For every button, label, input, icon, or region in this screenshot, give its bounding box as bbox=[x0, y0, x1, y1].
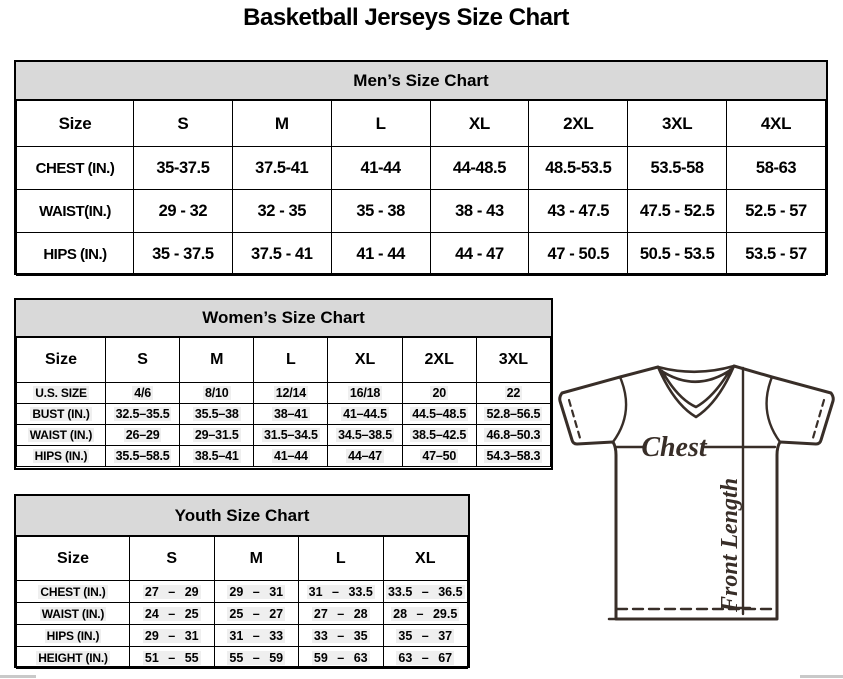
horizontal-scrollbar-right[interactable] bbox=[800, 675, 843, 678]
size-value: 29–31.5 bbox=[194, 428, 239, 442]
size-column-header: S bbox=[106, 338, 180, 383]
size-cell bbox=[106, 383, 180, 404]
size-cell bbox=[383, 603, 468, 625]
size-value: 53.5 - 57 bbox=[745, 244, 807, 263]
size-value: 44.5–48.5 bbox=[412, 407, 467, 421]
table-row bbox=[17, 425, 551, 446]
size-value: 12/14 bbox=[275, 386, 307, 400]
size-cell bbox=[328, 404, 402, 425]
size-value: 31 – 33 bbox=[229, 628, 284, 643]
table-row bbox=[17, 404, 551, 425]
size-value: 53.5-58 bbox=[650, 158, 704, 177]
size-value: 41–44.5 bbox=[343, 407, 387, 421]
size-column-header: 4XL bbox=[727, 101, 826, 147]
size-cell bbox=[430, 190, 529, 233]
size-cell bbox=[254, 446, 328, 467]
size-value: 4/6 bbox=[134, 386, 151, 400]
row-label bbox=[17, 233, 134, 276]
size-corner-header: Size bbox=[17, 537, 130, 581]
size-column-header: 3XL bbox=[476, 338, 550, 383]
size-value: 34.5–38.5 bbox=[338, 428, 392, 442]
size-column-header: L bbox=[331, 101, 430, 147]
size-value: 26–29 bbox=[125, 428, 160, 442]
womens-chart-header: Women’s Size Chart bbox=[16, 300, 551, 337]
size-cell bbox=[130, 625, 215, 647]
size-value: 33 – 35 bbox=[313, 628, 368, 643]
jersey-collar bbox=[658, 366, 734, 417]
size-cell bbox=[180, 446, 254, 467]
size-cell bbox=[130, 647, 215, 669]
size-value: 33.5 – 36.5 bbox=[387, 584, 463, 599]
size-value: 16/18 bbox=[349, 386, 381, 400]
size-value: 27 – 29 bbox=[144, 584, 199, 599]
row-label-text: HIPS (IN.) bbox=[43, 245, 107, 263]
size-cell bbox=[299, 603, 384, 625]
size-cell bbox=[402, 446, 476, 467]
size-value: 37.5 - 41 bbox=[251, 244, 313, 263]
size-value: 58-63 bbox=[755, 158, 797, 177]
womens-size-table bbox=[16, 337, 551, 467]
row-label-text: WAIST (IN.) bbox=[29, 428, 93, 442]
table-row bbox=[17, 647, 468, 669]
size-value: 29 – 31 bbox=[229, 584, 284, 599]
size-column-header: M bbox=[180, 338, 254, 383]
size-cell bbox=[106, 404, 180, 425]
row-label bbox=[17, 147, 134, 190]
size-column-header: XL bbox=[328, 338, 402, 383]
size-cell bbox=[331, 190, 430, 233]
row-label bbox=[17, 603, 130, 625]
size-cell bbox=[328, 425, 402, 446]
size-value: 8/10 bbox=[204, 386, 229, 400]
size-cell bbox=[214, 625, 299, 647]
sleeve-seam-right bbox=[767, 377, 780, 442]
size-cell bbox=[299, 625, 384, 647]
size-cell bbox=[402, 404, 476, 425]
size-column-header: S bbox=[134, 101, 233, 147]
size-value: 47–50 bbox=[422, 449, 457, 463]
size-cell bbox=[232, 233, 331, 276]
size-cell bbox=[299, 647, 384, 669]
size-cell bbox=[214, 603, 299, 625]
size-cell bbox=[727, 233, 826, 276]
size-value: 41 - 44 bbox=[356, 244, 405, 263]
row-label-text: CHEST (IN.) bbox=[35, 159, 115, 177]
size-value: 31 – 33.5 bbox=[308, 584, 373, 599]
size-cell bbox=[254, 383, 328, 404]
size-cell bbox=[130, 603, 215, 625]
row-label bbox=[17, 625, 130, 647]
table-row bbox=[17, 190, 826, 233]
mens-chart-header: Men’s Size Chart bbox=[16, 62, 826, 100]
size-value: 35 - 37.5 bbox=[152, 244, 214, 263]
size-value: 41–44 bbox=[274, 449, 308, 463]
size-cell bbox=[299, 581, 384, 603]
size-cell bbox=[430, 233, 529, 276]
sleeve-seam-left bbox=[613, 377, 626, 442]
size-cell bbox=[130, 581, 215, 603]
row-label bbox=[17, 404, 106, 425]
size-value: 29 - 32 bbox=[158, 201, 208, 220]
row-label bbox=[17, 190, 134, 233]
size-value: 20 bbox=[432, 386, 446, 400]
size-value: 48.5-53.5 bbox=[545, 158, 612, 177]
row-label-text: CHEST (IN.) bbox=[40, 584, 106, 599]
size-value: 55 – 59 bbox=[229, 650, 284, 665]
size-value: 25 – 27 bbox=[229, 606, 284, 621]
size-cell bbox=[383, 647, 468, 669]
table-row bbox=[17, 446, 551, 467]
size-value: 52.5 - 57 bbox=[745, 201, 807, 220]
size-cell bbox=[134, 147, 233, 190]
size-cell bbox=[430, 147, 529, 190]
row-label-text: BUST (IN.) bbox=[32, 407, 90, 421]
size-cell bbox=[476, 404, 550, 425]
size-cell bbox=[402, 383, 476, 404]
size-column-header: 2XL bbox=[402, 338, 476, 383]
size-column-header: L bbox=[254, 338, 328, 383]
size-value: 44 - 47 bbox=[455, 244, 504, 263]
table-row bbox=[17, 147, 826, 190]
size-cell bbox=[180, 404, 254, 425]
size-cell bbox=[529, 190, 628, 233]
size-value: 47.5 - 52.5 bbox=[639, 201, 715, 220]
size-column-header: XL bbox=[430, 101, 529, 147]
size-value: 44-48.5 bbox=[452, 158, 507, 177]
size-column-header: L bbox=[299, 537, 384, 581]
row-label bbox=[17, 383, 106, 404]
chest-label: Chest bbox=[641, 432, 707, 463]
table-row bbox=[17, 625, 468, 647]
size-value: 32.5–35.5 bbox=[115, 407, 170, 421]
size-cell bbox=[727, 190, 826, 233]
size-cell bbox=[254, 425, 328, 446]
size-cell bbox=[383, 581, 468, 603]
size-value: 27 – 28 bbox=[313, 606, 368, 621]
size-cell bbox=[328, 446, 402, 467]
size-value: 41-44 bbox=[360, 158, 401, 177]
size-cell bbox=[214, 581, 299, 603]
size-column-header: M bbox=[214, 537, 299, 581]
size-cell bbox=[232, 190, 331, 233]
size-value: 44–47 bbox=[348, 449, 382, 463]
column-header-row bbox=[17, 338, 551, 383]
size-cell bbox=[331, 233, 430, 276]
size-value: 35.5–58.5 bbox=[115, 449, 170, 463]
size-value: 24 – 25 bbox=[144, 606, 199, 621]
row-label-text: HIPS (IN.) bbox=[46, 628, 100, 643]
size-value: 35 - 38 bbox=[356, 201, 405, 220]
size-cell bbox=[628, 233, 727, 276]
mens-size-chart bbox=[14, 60, 828, 275]
size-value: 29 – 31 bbox=[144, 628, 199, 643]
size-value: 51 – 55 bbox=[144, 650, 199, 665]
size-cell bbox=[529, 147, 628, 190]
size-value: 46.8–50.3 bbox=[486, 428, 541, 442]
horizontal-scrollbar-left[interactable] bbox=[0, 675, 36, 678]
size-cell bbox=[628, 147, 727, 190]
size-cell bbox=[180, 425, 254, 446]
size-value: 43 - 47.5 bbox=[547, 201, 610, 220]
row-label bbox=[17, 446, 106, 467]
size-value: 22 bbox=[506, 386, 521, 400]
size-value: 63 – 67 bbox=[398, 650, 453, 665]
jersey-measurement-diagram bbox=[556, 356, 842, 628]
size-column-header: S bbox=[130, 537, 215, 581]
row-label-text: WAIST (IN.) bbox=[41, 606, 105, 621]
row-label-text: HIPS (IN.) bbox=[34, 449, 88, 463]
row-label-text: HEIGHT (IN.) bbox=[38, 650, 108, 665]
size-cell bbox=[232, 147, 331, 190]
size-value: 47 - 50.5 bbox=[547, 244, 610, 263]
column-header-row bbox=[17, 101, 826, 147]
size-value: 38 - 43 bbox=[455, 201, 504, 220]
front-length-label: Front Length bbox=[717, 477, 743, 612]
row-label-text: WAIST(IN.) bbox=[39, 202, 111, 220]
size-cell bbox=[727, 147, 826, 190]
size-value: 32 - 35 bbox=[257, 201, 307, 220]
size-value: 38.5–42.5 bbox=[412, 428, 467, 442]
row-label-text: U.S. SIZE bbox=[35, 386, 87, 400]
size-value: 35.5–38 bbox=[194, 407, 239, 421]
size-value: 59 – 63 bbox=[313, 650, 368, 665]
size-value: 38–41 bbox=[274, 407, 308, 421]
size-column-header: 3XL bbox=[628, 101, 727, 147]
size-value: 50.5 - 53.5 bbox=[639, 244, 715, 263]
size-value: 35-37.5 bbox=[156, 158, 210, 177]
size-cell bbox=[402, 425, 476, 446]
mens-size-table bbox=[16, 100, 826, 276]
size-cell bbox=[106, 446, 180, 467]
row-label bbox=[17, 425, 106, 446]
size-column-header: 2XL bbox=[529, 101, 628, 147]
size-cell bbox=[628, 190, 727, 233]
table-row bbox=[17, 581, 468, 603]
womens-size-chart bbox=[14, 298, 553, 470]
size-cell bbox=[529, 233, 628, 276]
size-value: 37.5-41 bbox=[255, 158, 309, 177]
size-value: 28 – 29.5 bbox=[393, 606, 458, 621]
size-value: 54.3–58.3 bbox=[486, 449, 541, 463]
column-header-row bbox=[17, 537, 468, 581]
table-row bbox=[17, 603, 468, 625]
size-cell bbox=[214, 647, 299, 669]
size-value: 38.5–41 bbox=[194, 449, 239, 463]
size-cell bbox=[476, 425, 550, 446]
size-cell bbox=[254, 404, 328, 425]
youth-size-chart bbox=[14, 494, 470, 668]
jersey-outline bbox=[560, 366, 834, 619]
size-cell bbox=[134, 190, 233, 233]
size-cell bbox=[331, 147, 430, 190]
size-cell bbox=[328, 383, 402, 404]
size-cell bbox=[476, 446, 550, 467]
youth-chart-header: Youth Size Chart bbox=[16, 496, 468, 536]
size-value: 31.5–34.5 bbox=[263, 428, 318, 442]
youth-size-table bbox=[16, 536, 468, 669]
size-cell bbox=[106, 425, 180, 446]
size-column-header: XL bbox=[383, 537, 468, 581]
size-corner-header: Size bbox=[17, 101, 134, 147]
table-row bbox=[17, 383, 551, 404]
size-cell bbox=[180, 383, 254, 404]
size-cell bbox=[383, 625, 468, 647]
size-value: 52.8–56.5 bbox=[486, 407, 541, 421]
size-column-header: M bbox=[232, 101, 331, 147]
size-value: 35 – 37 bbox=[398, 628, 453, 643]
size-cell bbox=[134, 233, 233, 276]
size-cell bbox=[476, 383, 550, 404]
table-row bbox=[17, 233, 826, 276]
row-label bbox=[17, 581, 130, 603]
row-label bbox=[17, 647, 130, 669]
size-corner-header: Size bbox=[17, 338, 106, 383]
page-title: Basketball Jerseys Size Chart bbox=[243, 4, 569, 31]
